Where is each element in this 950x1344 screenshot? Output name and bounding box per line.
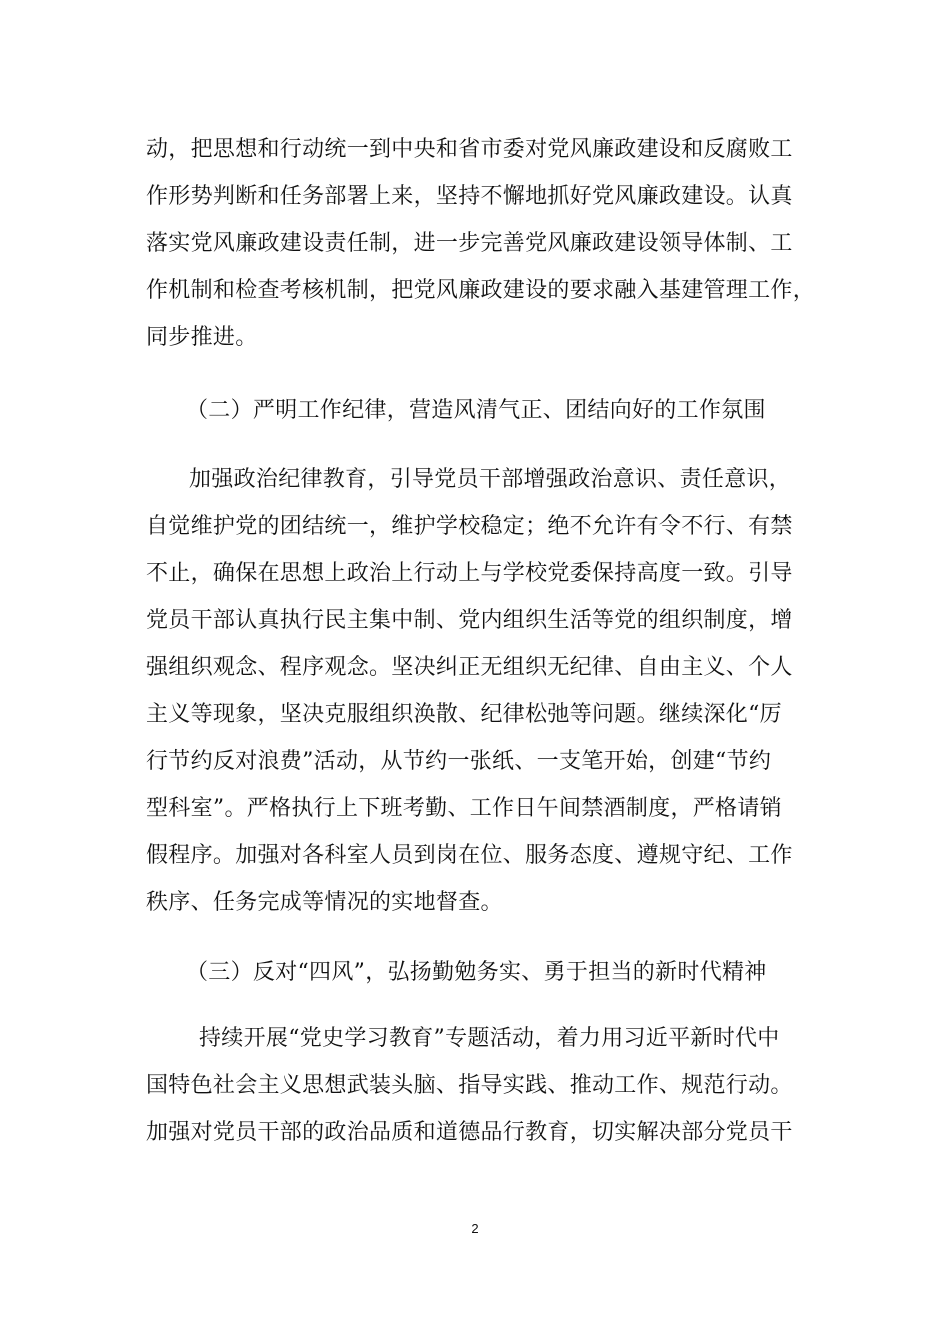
paragraph-line: 动，把思想和行动统一到中央和省市委对党风廉政建设和反腐败工 (146, 137, 793, 162)
section-heading: （三）反对“四风”，弘扬勤勉务实、勇于担当的新时代精神 (186, 960, 767, 985)
paragraph-line: 加强政治纪律教育，引导党员干部增强政治意识、责任意识， (189, 467, 792, 492)
paragraph-line: 国特色社会主义思想武装头脑、指导实践、推动工作、规范行动。 (146, 1073, 793, 1098)
paragraph-line: 主义等现象，坚决克服组织涣散、纪律松弛等问题。继续深化“厉 (146, 702, 782, 727)
paragraph-line: 自觉维护党的团结统一，维护学校稳定；绝不允许有令不行、有禁 (146, 514, 793, 539)
paragraph-line: 持续开展“党史学习教育”专题活动，着力用习近平新时代中 (199, 1026, 780, 1051)
paragraph-line: 加强对党员干部的政治品质和道德品行教育，切实解决部分党员干 (146, 1120, 793, 1145)
paragraph-line: 型科室”。严格执行上下班考勤、工作日午间禁酒制度，严格请销 (146, 796, 782, 821)
paragraph-line: 作机制和检查考核机制，把党风廉政建设的要求融入基建管理工作， (146, 278, 816, 303)
paragraph-line: 作形势判断和任务部署上来，坚持不懈地抓好党风廉政建设。认真 (146, 184, 793, 209)
paragraph-line: 落实党风廉政建设责任制，进一步完善党风廉政建设领导体制、工 (146, 231, 793, 256)
paragraph-line: 假程序。加强对各科室人员到岗在位、服务态度、遵规守纪、工作 (146, 843, 793, 868)
paragraph-line: 不止，确保在思想上政治上行动上与学校党委保持高度一致。引导 (146, 561, 793, 586)
paragraph-line: 强组织观念、程序观念。坚决纠正无组织无纪律、自由主义、个人 (146, 655, 793, 680)
paragraph-line: 秩序、任务完成等情况的实地督查。 (146, 890, 503, 915)
paragraph-line: 行节约反对浪费”活动，从节约一张纸、一支笔开始，创建“节约 (146, 749, 772, 774)
section-heading: （二）严明工作纪律，营造风清气正、团结向好的工作氛围 (186, 398, 766, 423)
page-number: 2 (471, 1221, 479, 1236)
paragraph-line: 同步推进。 (146, 325, 258, 350)
paragraph-line: 党员干部认真执行民主集中制、党内组织生活等党的组织制度，增 (146, 608, 793, 633)
